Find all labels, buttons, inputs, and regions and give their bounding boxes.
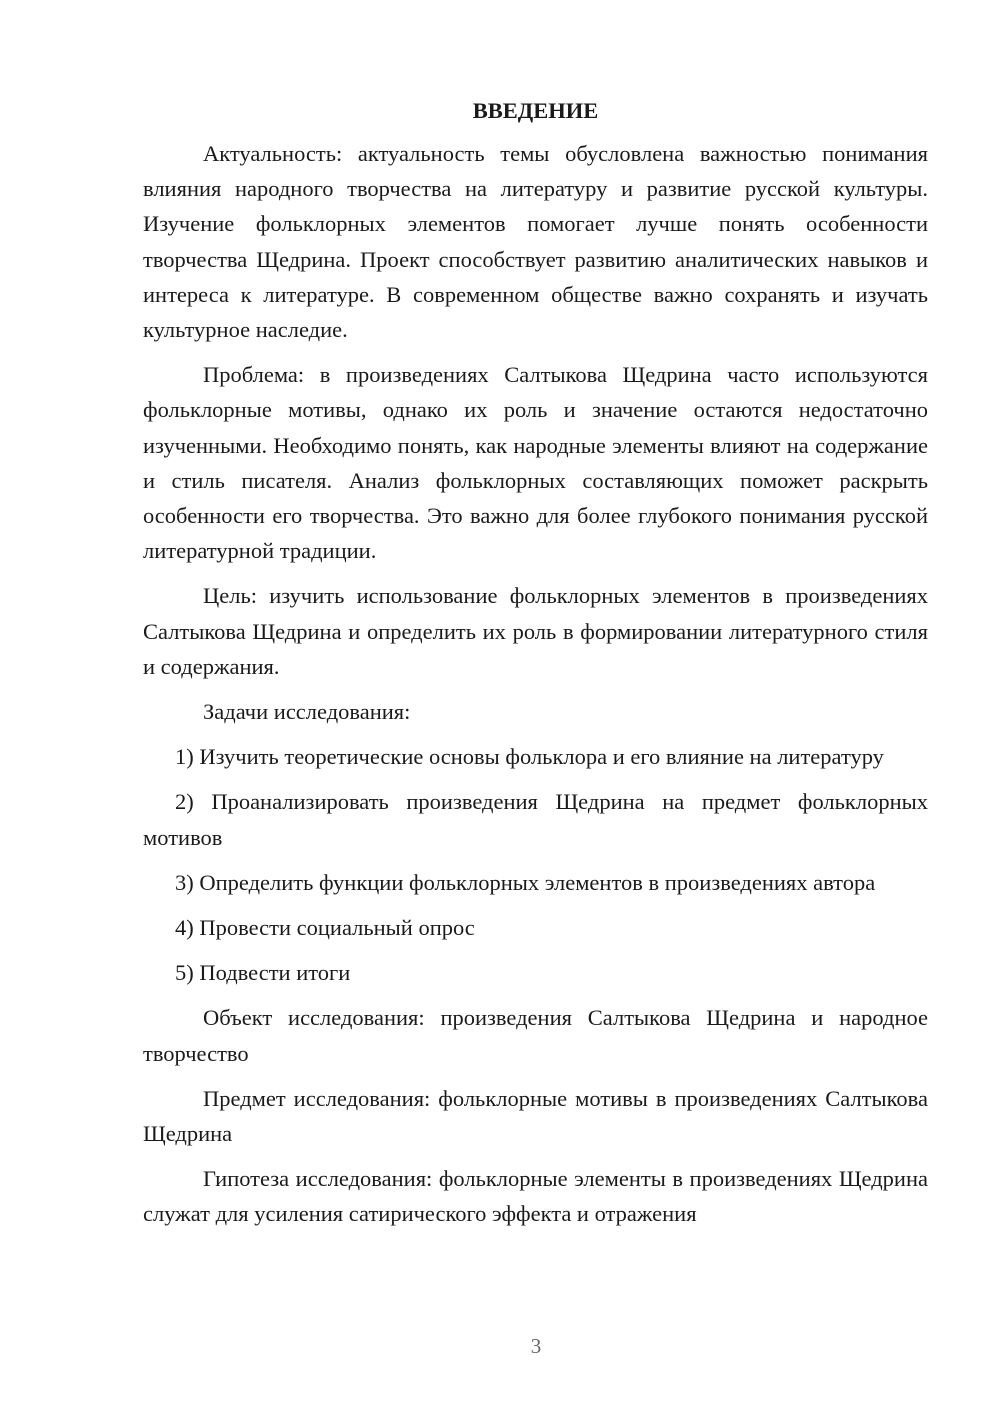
task-item-4: 4) Провести социальный опрос	[175, 915, 475, 941]
task-item-5: 5) Подвести итоги	[175, 960, 351, 986]
page-content	[143, 93, 928, 1242]
paragraph-relevance: Актуальность: актуальность темы обусловлена важностью понимания влияния народного творчества на литературу и развитие русской культуры. Изучение фольклорных элементов помогает лучше понять особенности творчества Щедрина. Проект способствует развитию аналитических навыков и интереса к литературе. В современном обществе важно сохранять и изучать культурное наследие.	[143, 141, 928, 343]
paragraph-goal: Цель: изучить использование фольклорных элементов в произведениях Салтыкова Щедрина и определить их роль в формировании литературного стиля и содержания.	[143, 583, 928, 679]
paragraph-subject: Предмет исследования: фольклорные мотивы в произведениях Салтыкова Щедрина	[143, 1085, 928, 1147]
paragraph-hypothesis: Гипотеза исследования: фольклорные элементы в произведениях Щедрина служат для усиления сатирического эффекта и отражения	[143, 1166, 928, 1227]
paragraph-problem: Проблема: в произведениях Салтыкова Щедрина часто используются фольклорные мотивы, однако их роль и значение остаются недостаточно изученными. Необходимо понять, как народные элементы влияют на содержание и стиль писателя. Анализ фольклорных составляющих поможет раскрыть особенности его творчества. Это важно для более глубокого понимания русской литературной традиции.	[143, 362, 928, 564]
section-title: ВВЕДЕНИЕ	[472, 98, 599, 123]
task-item-1: 1) Изучить теоретические основы фольклора и его влияние на литературу	[175, 744, 884, 770]
paragraph-tasks-heading: Задачи исследования:	[203, 699, 411, 725]
paragraph-object: Объект исследования: произведения Салтыкова Щедрина и народное творчество	[143, 1005, 928, 1066]
page-number: 3	[530, 1334, 542, 1358]
task-item-3: 3) Определить функции фольклорных элементов в произведениях автора	[175, 869, 876, 895]
task-item-2: 2) Проанализировать произведения Щедрина на предмет фольклорных мотивов	[143, 789, 928, 850]
